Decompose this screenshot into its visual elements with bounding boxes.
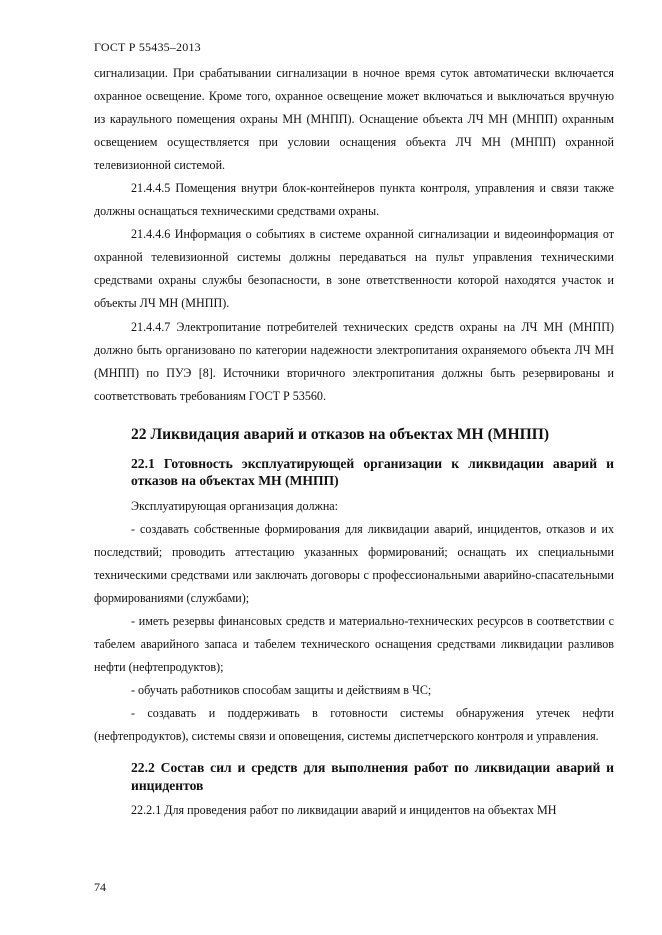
list-item: - иметь резервы финансовых средств и материально-технических ресурсов в соответствии с табелем аварийного запаса и табелем технического оснащения средствами ликвидации разливов нефти (нефтепродуктов); (94, 613, 614, 675)
subsection-heading-22-2: 22.2 Состав сил и средств для выполнения работ по ликвидации аварий и инцидентов (131, 760, 614, 793)
paragraph-21-4-4-5: 21.4.4.5 Помещения внутри блок-контейнеров пункта контроля, управления и связи также должны оснащаться техническими средствами охраны. (94, 181, 614, 219)
page-number: 74 (94, 880, 106, 894)
list-item: - создавать собственные формирования для ликвидации аварий, инцидентов, отказов и их последствий; проводить аттестацию указанных формирований; оснащать их специальными техническими средствами или заключать договоры с профессиональными аварийно-спасательными формированиями (службами); (94, 521, 614, 605)
list-item: - обучать работников способам защиты и действиям в ЧС; (131, 683, 432, 698)
section-heading-22: 22 Ликвидация аварий и отказов на объектах МН (МНПП) (131, 425, 550, 443)
page-body (94, 62, 614, 822)
paragraph-intro: Эксплуатирующая организация должна: (131, 498, 339, 513)
paragraph-21-4-4-7: 21.4.4.7 Электропитание потребителей технических средств охраны на ЛЧ МН (МНПП) должно быть организовано по категории надежности электропитания охраняемого объекта ЛЧ МН (МНПП) по ПУЭ [8]. Источники вторичного электропитания должны быть резервированы и соответствовать требованиям ГОСТ Р 53560. (94, 319, 614, 403)
list-item: - создавать и поддерживать в готовности системы обнаружения утечек нефти (нефтепродуктов), системы связи и оповещения, системы диспетчерского контроля и управления. (94, 706, 614, 744)
subsection-heading-22-1: 22.1 Готовность эксплуатирующей организации к ликвидации аварий и отказов на объектах МН (МНПП) (131, 455, 614, 489)
paragraph-21-4-4-6: 21.4.4.6 Информация о событиях в системе охранной сигнализации и видеоинформация от охранной телевизионной системы должны передаваться на пульт управления техническими средствами охраны службы безопасности, в зоне ответственности которой находятся участок и объекты ЛЧ МН (МНПП). (94, 227, 614, 311)
paragraph-22-2-1: 22.2.1 Для проведения работ по ликвидации аварий и инцидентов на объектах МН (131, 803, 557, 818)
paragraph-continuation: сигнализации. При срабатывании сигнализации в ночное время суток автоматически включается охранное освещение. Кроме того, охранное освещение может включаться и выключаться вручную из караульного помещения охраны МН (МНПП). Оснащение объекта ЛЧ МН (МНПП) охранным освещением осуществляется при условии оснащения объекта ЛЧ МН (МНПП) охранной телевизионной системой. (94, 66, 614, 173)
document-code-header: ГОСТ Р 55435–2013 (94, 40, 201, 54)
